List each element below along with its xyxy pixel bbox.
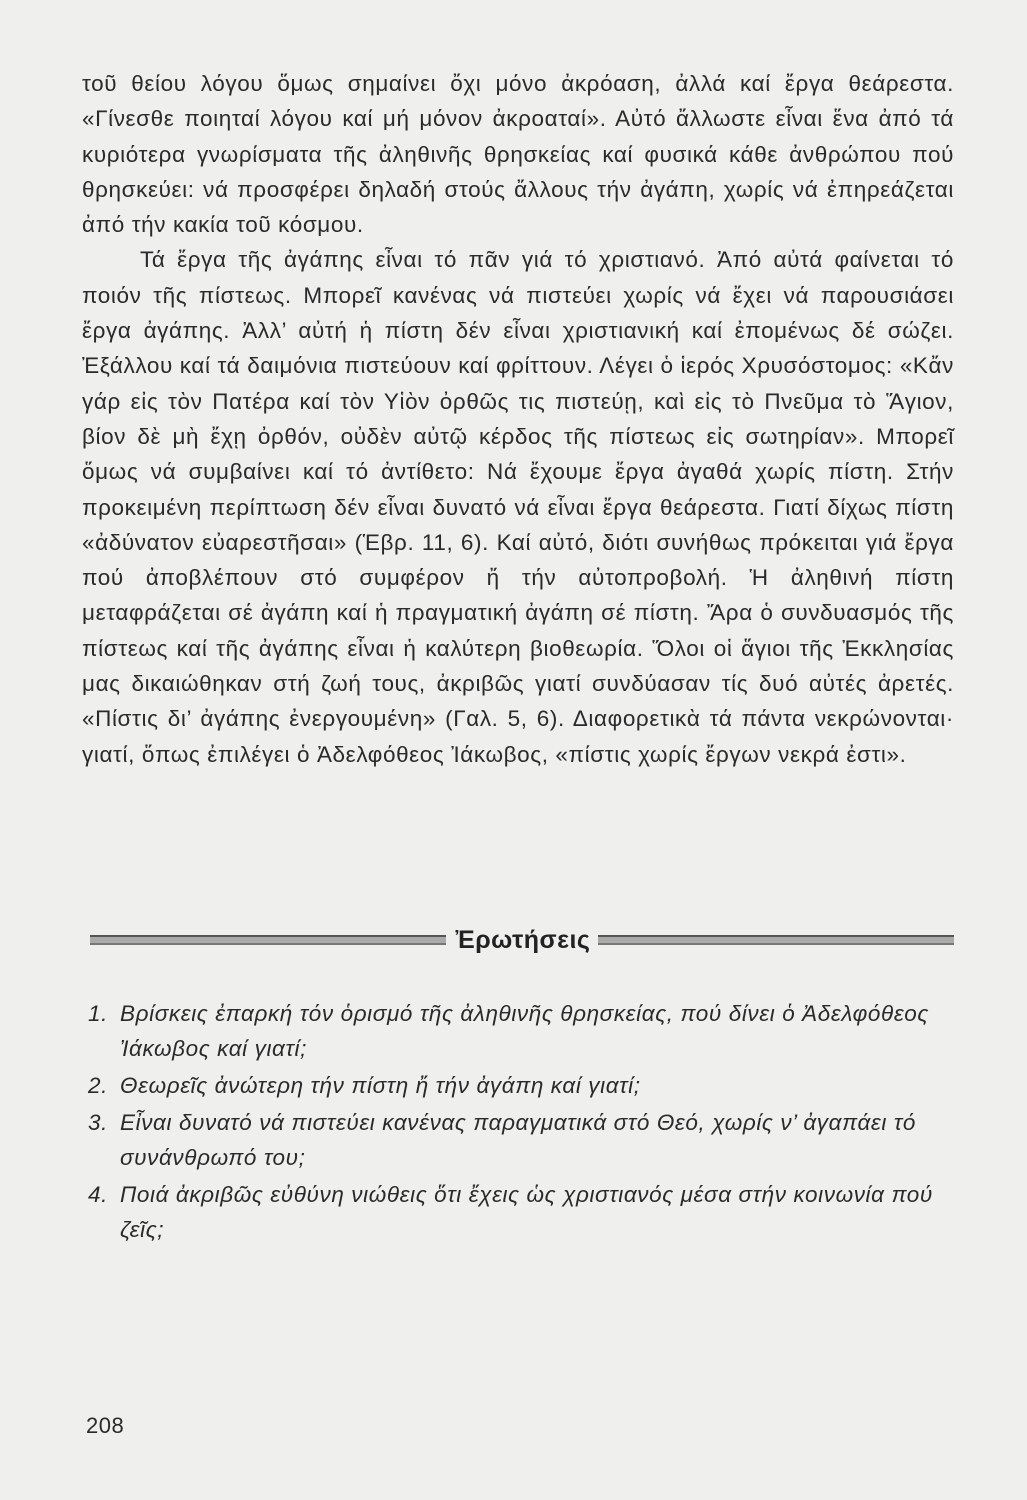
body-text	[82, 66, 954, 772]
question-text: Εἶναι δυνατό νά πιστεύει κανένας παραγματικά στό Θεό, χωρίς ν’ ἀγαπάει τό συνάνθρωπό του;	[120, 1110, 916, 1170]
question-text: Ποιά ἀκριβῶς εὐθύνη νιώθεις ὅτι ἔχεις ὡς χριστιανός μέσα στήν κοινωνία πού ζεῖς;	[120, 1182, 933, 1242]
question-number: 3.	[88, 1110, 108, 1135]
question-item	[88, 1177, 954, 1247]
question-text: Βρίσκεις ἐπαρκή τόν ὁρισμό τῆς ἀληθινῆς θρησκείας, πού δίνει ὁ Ἀδελφόθεος Ἰάκωβος καί γιατί;	[120, 1001, 929, 1061]
question-number: 1.	[88, 1001, 108, 1026]
question-item	[88, 1105, 954, 1175]
questions-header	[90, 920, 954, 960]
page-number: 208	[86, 1413, 125, 1438]
question-number: 2.	[88, 1073, 108, 1098]
question-item	[88, 1068, 954, 1103]
questions-list	[88, 996, 954, 1249]
question-number: 4.	[88, 1182, 108, 1207]
questions-title: Ἐρωτήσεις	[455, 925, 591, 954]
question-item	[88, 996, 954, 1066]
question-text: Θεωρεῖς ἀνώτερη τήν πίστη ἤ τήν ἀγάπη καί γιατί;	[120, 1073, 641, 1098]
paragraph: Τά ἔργα τῆς ἀγάπης εἶναι τό πᾶν γιά τό χριστιανό. Ἀπό αὐτά φαίνεται τό ποιόν τῆς πίστεως. Μπορεῖ κανένας νά πιστεύει χωρίς νά ἔχει νά παρουσιάσει ἔργα ἀγάπης. Ἀλλ’ αὐτή ἡ πίστη δέν εἶναι χριστιανική καί ἐπομένως δέ σώζει. Ἐξάλλου καί τά δαιμόνια πιστεύουν καί φρίττουν. Λέγει ὁ ἱερός Χρυσόστομος: «Κἄν γάρ εἰς τὸν Πατέρα καί τὸν Υἱὸν ὀρθῶς τις πιστεύῃ, καὶ εἰς τὸ Πνεῦμα τὸ Ἅγιον, βίον δὲ μὴ ἔχῃ ὀρθόν, οὐδὲν αὐτῷ κέρδος τῆς πίστεως εἰς σωτηρίαν». Μπορεῖ ὅμως νά συμβαίνει καί τό ἀντίθετο: Νά ἔχουμε ἔργα ἀγαθά χωρίς πίστη. Στήν προκειμένη περίπτωση δέν εἶναι δυνατό νά εἶναι ἔργα θεάρεστα. Γιατί δίχως πίστη «ἀδύνατον εὐαρεστῆσαι» (Ἑβρ. 11, 6). Καί αὐτό, διότι συνήθως πρόκειται γιά ἔργα πού ἀποβλέπουν στό συμφέρον ἤ τήν αὐτοπροβολή. Ἡ ἀληθινή πίστη μεταφράζεται σέ ἀγάπη καί ἡ πραγματική ἀγάπη σέ πίστη. Ἄρα ὁ συνδυασμός τῆς πίστεως καί τῆς ἀγάπης εἶναι ἡ καλύτερη βιοθεωρία. Ὅλοι οἱ ἅγιοι τῆς Ἐκκλησίας μας δικαιώθηκαν στή ζωή τους, ἀκριβῶς γιατί συνδύασαν τίς δυό αὐτές ἀρετές. «Πίστις δι’ ἀγάπης ἐνεργουμένη» (Γαλ. 5, 6). Διαφορετικὰ τά πάντα νεκρώνονται· γιατί, ὅπως ἐπιλέγει ὁ Ἀδελφόθεος Ἰάκωβος, «πίστις χωρίς ἔργων νεκρά ἐστι».	[82, 247, 954, 767]
header-rule-right	[598, 935, 954, 945]
header-rule-left	[90, 935, 446, 945]
paragraph: τοῦ θείου λόγου ὅμως σημαίνει ὄχι μόνο ἀκρόαση, ἀλλά καί ἔργα θεάρεστα. «Γίνεσθε ποιηταί λόγου καί μή μόνον ἀκροαταί». Αὐτό ἄλλωστε εἶναι ἕνα ἀπό τά κυριότερα γνωρίσματα τῆς ἀληθινῆς θρησκείας καί φυσικά κάθε ἀνθρώπου πού θρησκεύει: νά προσφέρει δηλαδή στούς ἄλλους τήν ἀγάπη, χωρίς νά ἐπηρεάζεται ἀπό τήν κακία τοῦ κόσμου.	[82, 71, 954, 238]
